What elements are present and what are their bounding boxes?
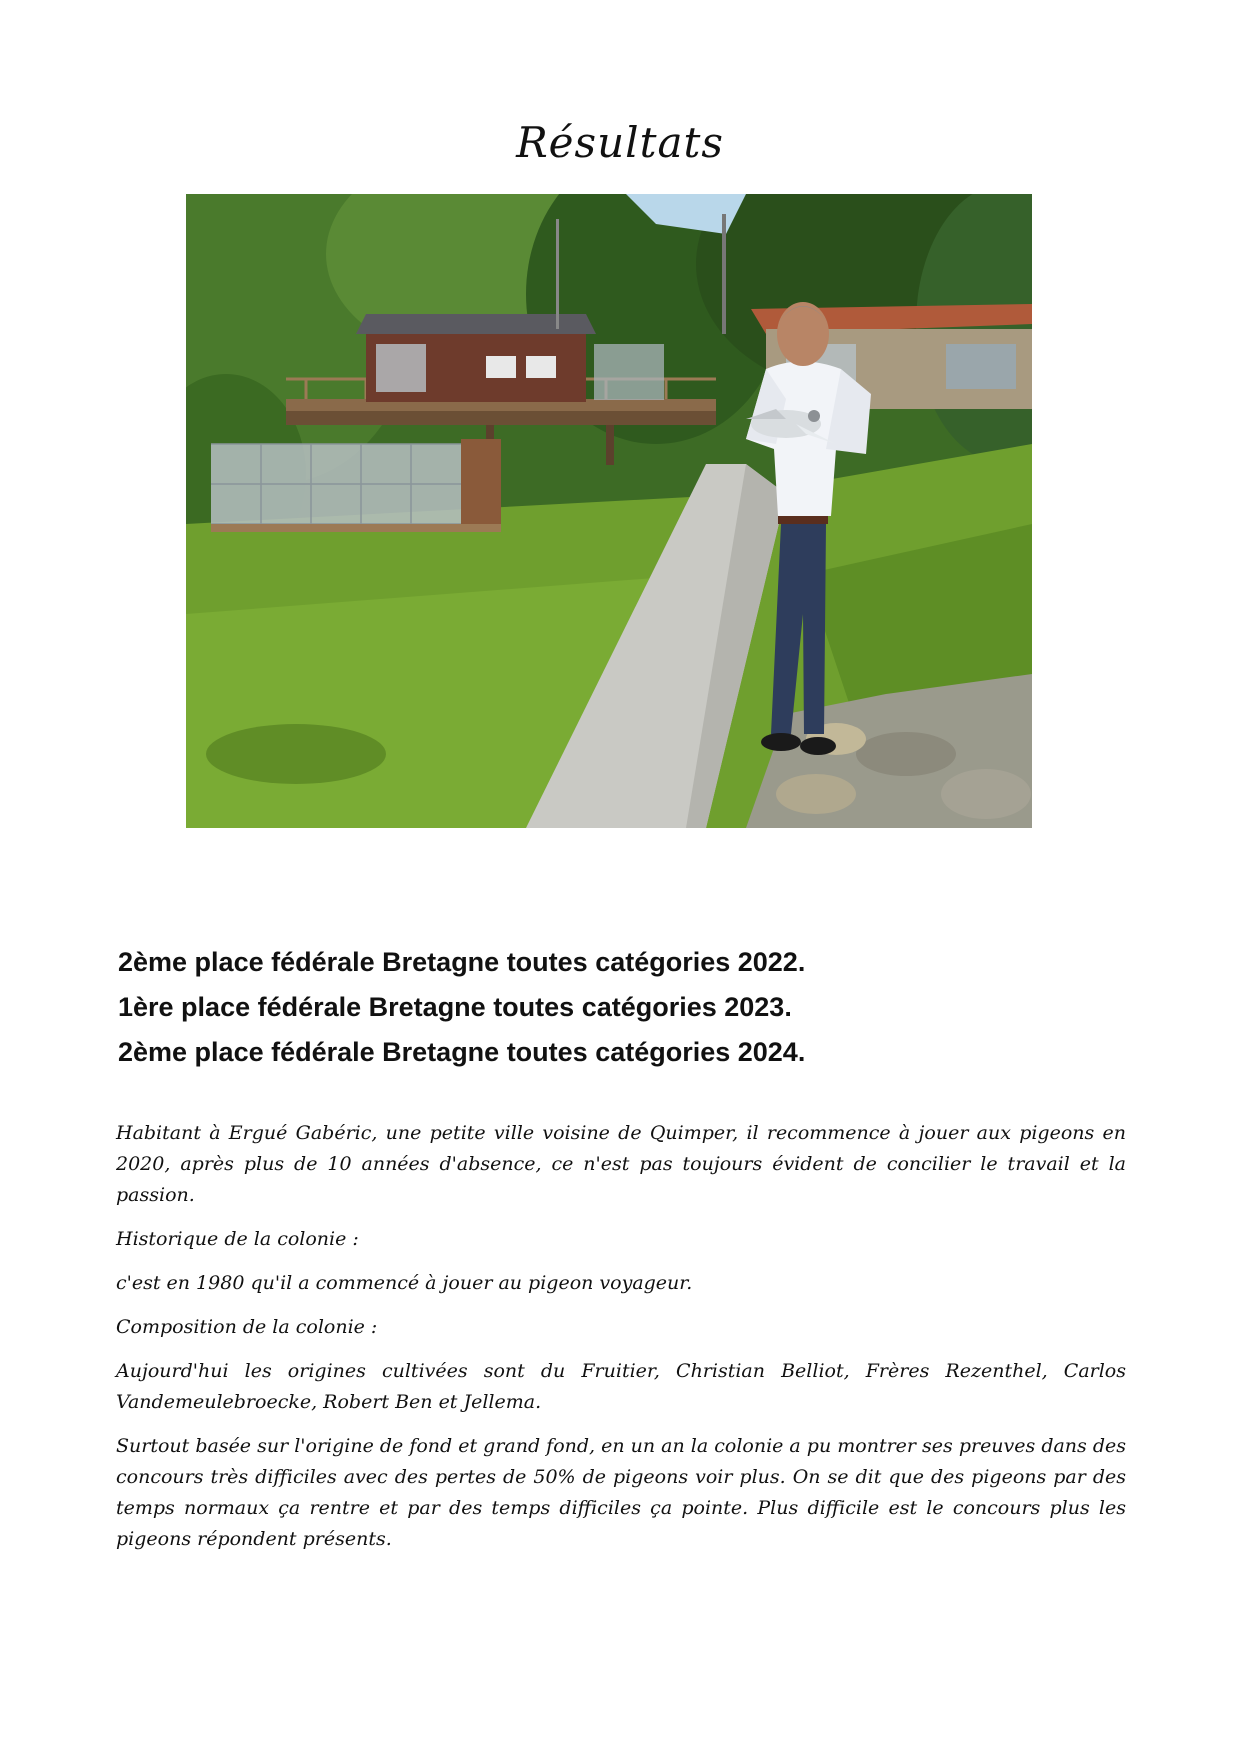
result-2022: 2ème place fédérale Bretagne toutes catégories 2022. [118,947,806,977]
body-text [116,1118,1126,1568]
results-list [118,940,1128,1075]
history-paragraph: c'est en 1980 qu'il a commencé à jouer au pigeon voyageur. [116,1272,693,1294]
history-heading: Historique de la colonie : [116,1228,359,1250]
composition-heading: Composition de la colonie : [116,1316,378,1338]
result-2023: 1ère place fédérale Bretagne toutes catégories 2023. [118,992,792,1022]
result-2024: 2ème place fédérale Bretagne toutes catégories 2024. [118,1037,806,1067]
performance-paragraph: Surtout basée sur l'origine de fond et grand fond, en un an la colonie a pu montrer ses preuves dans des concours très difficiles avec des pertes de 50% de pigeons voir plus. On se dit que des pigeons par des temps normaux ça rentre et par des temps difficiles ça pointe. Plus difficile est le concours plus les pigeons répondent présents. [116,1435,1126,1550]
composition-paragraph: Aujourd'hui les origines cultivées sont du Fruitier, Christian Belliot, Frères Rezenthel, Carlos Vandemeulebroecke, Robert Ben et Jellema. [116,1360,1126,1413]
pigeon-loft-photo [186,194,1032,828]
page-title: Résultats [516,118,724,167]
intro-paragraph: Habitant à Ergué Gabéric, une petite ville voisine de Quimper, il recommence à jouer aux pigeons en 2020, après plus de 10 années d'absence, ce n'est pas toujours évident de concilier le travail et la passion. [116,1122,1126,1206]
